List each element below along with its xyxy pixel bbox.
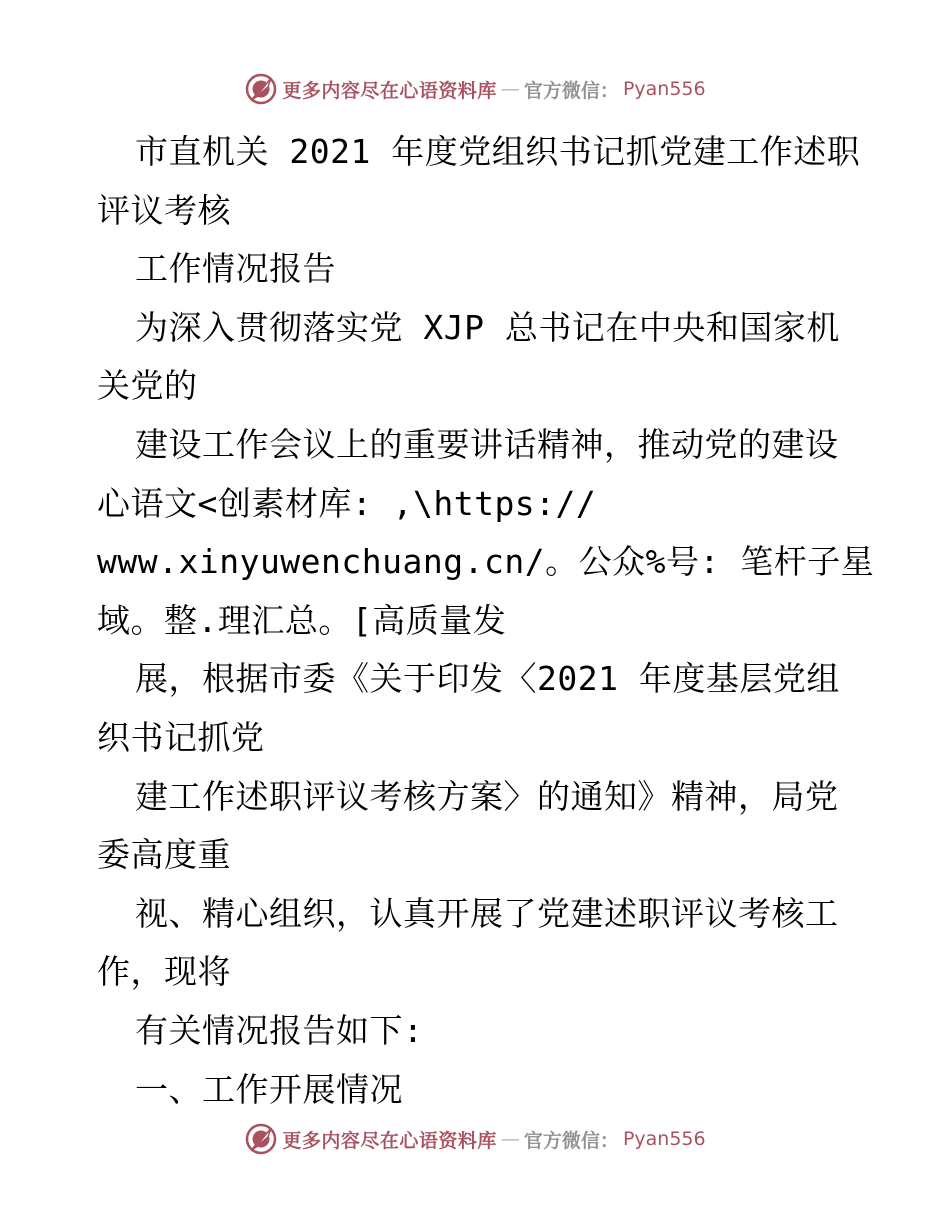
document-line: 委高度重 <box>97 835 231 875</box>
document-line: 评议考核 <box>97 190 231 230</box>
banner-text: 更多内容尽在心语资料库 <box>282 79 497 102</box>
quill-pen-logo-icon <box>244 1122 278 1156</box>
document-line: 有关情况报告如下: <box>135 1010 424 1050</box>
document-line: 域。整.理汇总。[高质量发 <box>97 600 507 640</box>
document-line: 建工作述职评议考核方案〉的通知》精神，局党 <box>135 776 839 816</box>
document-line: 织书记抓党 <box>97 717 265 757</box>
banner-separator: — <box>500 78 520 100</box>
document-line: 一、工作开展情况 <box>135 1069 403 1109</box>
document-line: 展，根据市委《关于印发〈2021 年度基层党组 <box>135 659 840 699</box>
wechat-label: 官方微信： <box>523 1129 619 1152</box>
document-line: 工作情况报告 <box>135 249 336 289</box>
document-line: www.xinyuwenchuang.cn/。公众%号: 笔杆子星 <box>97 542 875 582</box>
document-line: 关党的 <box>97 366 198 406</box>
wechat-label: 官方微信： <box>523 79 619 102</box>
document-line: 为深入贯彻落实党 XJP 总书记在中央和国家机 <box>135 307 840 347</box>
banner-separator: — <box>500 1128 520 1150</box>
quill-pen-logo-icon <box>244 72 278 106</box>
wechat-id: Pyan556 <box>622 78 706 100</box>
document-line: 建设工作会议上的重要讲话精神，推动党的建设 <box>135 424 839 464</box>
document-body <box>97 123 875 1119</box>
document-line: 视、精心组织，认真开展了党建述职评议考核工 <box>135 893 839 933</box>
footer-banner <box>0 1122 950 1156</box>
wechat-id: Pyan556 <box>622 1128 706 1150</box>
document-line: 市直机关 2021 年度党组织书记抓党建工作述职 <box>135 132 861 171</box>
header-banner <box>0 72 950 106</box>
document-line: 作，现将 <box>97 952 231 992</box>
banner-text: 更多内容尽在心语资料库 <box>282 1129 497 1152</box>
document-line: 心语文<创素材库: ,\https:// <box>97 483 597 523</box>
